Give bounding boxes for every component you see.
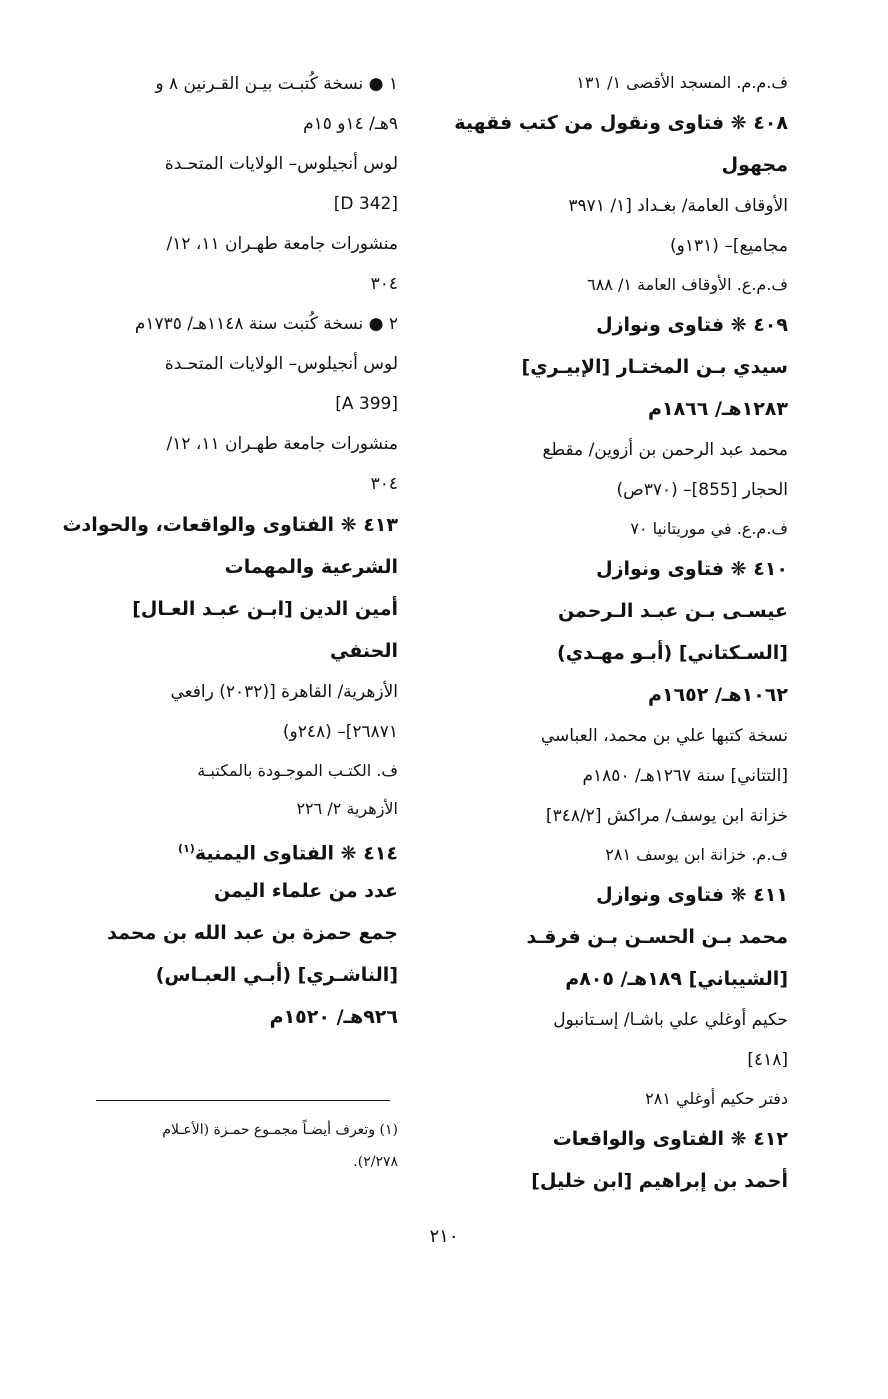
right-column-line — [444, 266, 788, 304]
line-text: نسخة كتبها علي بن محمد، العباسي — [540, 726, 788, 746]
right-column-line — [444, 632, 788, 674]
left-column-line — [58, 912, 398, 954]
footnote — [58, 1114, 398, 1178]
line-text: محمد عبد الرحمن بن أزوين/ مقطع — [542, 440, 788, 460]
line-text: الحجار [855]– (٣٧٠ص) — [616, 480, 788, 500]
right-column-line — [444, 716, 788, 756]
footnote-line-1: (١) وتعرف أيضـاً مجمـوع حمـزة (الأعـلام — [162, 1122, 398, 1138]
left-column-line — [58, 546, 398, 588]
right-column-line — [444, 590, 788, 632]
line-text: [التتاني] سنة ١٢٦٧هـ/ ١٨٥٠م — [582, 766, 788, 786]
right-column-line — [444, 916, 788, 958]
line-text: محمد بـن الحسـن بـن فرقـد — [526, 926, 788, 948]
line-text: ١٠٦٢هـ/ ١٦٥٢م — [648, 684, 788, 706]
left-column-line — [58, 264, 398, 304]
line-text: أمين الدين [ابـن عبـد العـال] — [132, 598, 398, 620]
line-text: ٢ ● نسخة كُتبت سنة ١١٤٨هـ/ ١٧٣٥م — [134, 314, 398, 334]
line-text: دفتر حكيم أوغلي ٢٨١ — [645, 1089, 788, 1108]
right-column-line — [444, 430, 788, 470]
right-column-line — [444, 1118, 788, 1160]
line-text: عدد من علماء اليمن — [214, 880, 398, 902]
left-column-line — [58, 954, 398, 996]
page-number: ٢١٠ — [429, 1226, 459, 1247]
right-column-line — [444, 1000, 788, 1040]
line-text: ف.م.م. المسجد الأقصى ١/ ١٣١ — [576, 73, 788, 92]
line-text: ٩٢٦هـ/ ١٥٢٠م — [269, 1006, 398, 1028]
left-column-line — [58, 752, 398, 790]
line-text: ٤١٣ ❋ الفتاوى والواقعات، والحوادث — [62, 514, 398, 536]
right-column-line — [444, 102, 788, 144]
right-column-line — [444, 548, 788, 590]
line-text: خزانة ابن يوسف/ مراكش [٣٤٨/٢] — [545, 806, 788, 826]
left-column-line — [58, 790, 398, 828]
left-column-line — [58, 344, 398, 384]
line-text: لوس أنجيلوس– الولايات المتحـدة — [164, 154, 398, 174]
line-text: حكيم أوغلي علي باشـا/ إسـتانبول — [553, 1010, 788, 1030]
line-text: جمع حمزة بن عبد الله بن محمد — [107, 922, 398, 944]
right-column-line — [444, 304, 788, 346]
right-column-line — [444, 226, 788, 266]
left-column-line — [58, 64, 398, 104]
line-text: ١ ● نسخة كُتبـت بيـن القـرنين ٨ و — [155, 74, 398, 94]
line-text: ف. الكتـب الموجـودة بالمكتبـة — [197, 761, 398, 780]
left-column-line — [58, 588, 398, 630]
line-text: منشورات جامعة طهـران ١١، ١٢/ — [166, 434, 398, 454]
left-column-line — [58, 304, 398, 344]
left-column-line — [58, 672, 398, 712]
line-text: ٤١١ ❋ فتاوى ونوازل — [596, 884, 788, 906]
footnote-separator — [96, 1100, 390, 1101]
right-column-line — [444, 874, 788, 916]
left-column-line — [58, 424, 398, 464]
line-text: ف.م.ع. الأوقاف العامة ١/ ٦٨٨ — [587, 275, 788, 294]
line-text: الأزهرية ٢/ ٢٢٦ — [296, 799, 398, 818]
left-column — [58, 64, 398, 1038]
right-column-line — [444, 756, 788, 796]
right-column-line — [444, 388, 788, 430]
left-column-line — [58, 384, 398, 424]
left-column-line — [58, 828, 398, 870]
line-text: [A 399] — [335, 394, 398, 414]
line-text: الأزهرية/ القاهرة [(٢٠٣٢) رافعي — [170, 682, 398, 702]
line-text: سيدي بـن المختـار [الإبيـري] — [521, 356, 788, 378]
line-text: مجاميع]– (١٣١و) — [670, 236, 788, 256]
left-column-line — [58, 712, 398, 752]
line-text: ٤١٢ ❋ الفتاوى والواقعات — [552, 1128, 788, 1150]
right-column-line — [444, 1160, 788, 1202]
line-text: مجهول — [721, 154, 788, 176]
right-column — [444, 64, 788, 1202]
line-text: [الناشـري] (أبـي العبـاس) — [155, 964, 398, 986]
line-text: ف.م.ع. في موريتانيا ٧٠ — [630, 519, 788, 538]
left-column-line — [58, 184, 398, 224]
left-column-line — [58, 144, 398, 184]
right-column-line — [444, 470, 788, 510]
line-text: الأوقاف العامة/ بغـداد [١/ ٣٩٧١ — [568, 196, 788, 216]
left-column-line — [58, 630, 398, 672]
left-column-line — [58, 996, 398, 1038]
line-text: [٤١٨] — [747, 1050, 788, 1070]
right-column-line — [444, 958, 788, 1000]
line-text: ٤١٠ ❋ فتاوى ونوازل — [596, 558, 788, 580]
right-column-line — [444, 186, 788, 226]
left-column-line — [58, 870, 398, 912]
line-text: ٣٠٤ — [370, 274, 398, 294]
line-text: ٢٦٨٧١]– (٢٤٨و) — [282, 722, 398, 742]
right-column-line — [444, 144, 788, 186]
line-text: ف.م. خزانة ابن يوسف ٢٨١ — [605, 845, 788, 864]
line-text: منشورات جامعة طهـران ١١، ١٢/ — [166, 234, 398, 254]
line-text: ٤١٤ ❋ الفتاوى اليمنية — [194, 842, 398, 865]
line-text: [الشيباني] ١٨٩هـ/ ٨٠٥م — [565, 968, 788, 990]
line-text: ٣٠٤ — [370, 474, 398, 494]
line-text: ١٢٨٣هـ/ ١٨٦٦م — [648, 398, 788, 420]
right-column-line — [444, 674, 788, 716]
line-text: الشرعية والمهمات — [224, 556, 398, 578]
left-column-line — [58, 104, 398, 144]
line-text: عيسـى بـن عبـد الـرحمن — [557, 600, 788, 622]
right-column-line — [444, 796, 788, 836]
line-text: ٤٠٨ ❋ فتاوى ونقول من كتب فقهية — [454, 112, 788, 134]
footnote-line-2: ٢/٢٧٨). — [353, 1154, 398, 1170]
left-column-line — [58, 464, 398, 504]
left-column-line — [58, 224, 398, 264]
right-column-line — [444, 836, 788, 874]
line-text: [D 342] — [333, 194, 398, 214]
line-text: ٩هـ/ ١٤و ١٥م — [303, 114, 398, 134]
footnote-marker: (١) — [178, 842, 195, 855]
line-text: لوس أنجيلوس– الولايات المتحـدة — [164, 354, 398, 374]
left-column-line — [58, 504, 398, 546]
right-column-line — [444, 1080, 788, 1118]
line-text: الحنفي — [330, 640, 398, 662]
right-column-line — [444, 346, 788, 388]
right-column-line — [444, 1040, 788, 1080]
line-text: [السـكتاني] (أبـو مهـدي) — [557, 642, 788, 664]
right-column-line — [444, 510, 788, 548]
line-text: أحمد بن إبراهيم [ابن خليل] — [531, 1170, 788, 1192]
right-column-line — [444, 64, 788, 102]
line-text: ٤٠٩ ❋ فتاوى ونوازل — [596, 314, 788, 336]
